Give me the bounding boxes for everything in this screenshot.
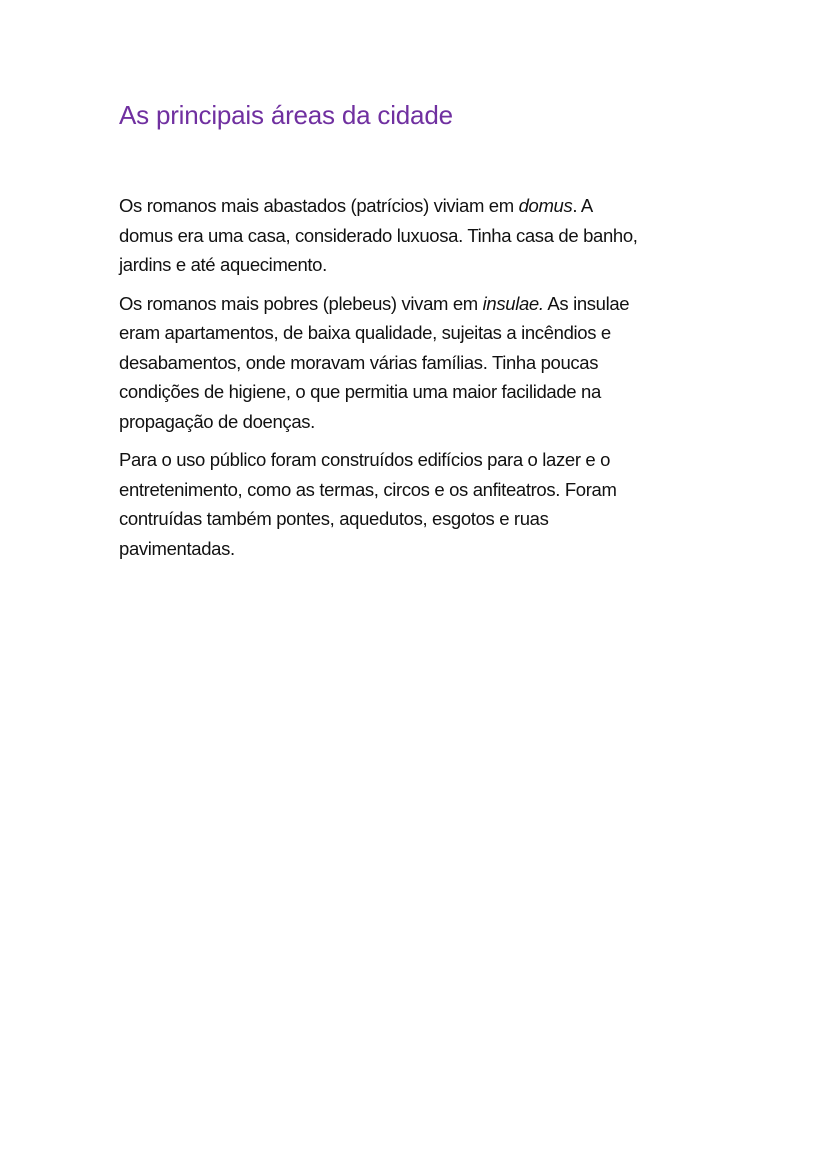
text-line: jardins e até aquecimento. — [119, 254, 327, 275]
text-line: Para o uso público foram construídos edifícios para o lazer e o — [119, 449, 611, 470]
paragraph-domus — [119, 191, 719, 280]
text-line: condições de higiene, o que permitia uma maior facilidade na — [119, 381, 601, 402]
text-line: contruídas também pontes, aquedutos, esgotos e ruas — [119, 508, 549, 529]
text-line: pavimentadas. — [119, 537, 235, 559]
text-segment: As insulae — [543, 292, 630, 314]
text-line: entretenimento, como as termas, circos e os anfiteatros. Foram — [119, 478, 617, 500]
text-segment: Os romanos mais abastados (patrícios) viviam em — [119, 195, 519, 216]
section-title: As principais áreas da cidade — [119, 100, 453, 130]
italic-term-insulae: insulae. — [482, 292, 544, 314]
paragraph-public-buildings — [119, 445, 719, 563]
italic-term-domus: domus — [518, 195, 573, 216]
text-segment: Os romanos mais pobres (plebeus) vivam em — [119, 292, 483, 314]
text-line — [119, 289, 719, 319]
text-line: desabamentos, onde moravam várias famílias. Tinha poucas — [119, 351, 599, 373]
text-line: domus era uma casa, considerado luxuosa. Tinha casa de banho, — [119, 224, 638, 246]
text-line — [119, 191, 719, 221]
text-line: eram apartamentos, de baixa qualidade, sujeitas a incêndios e — [119, 322, 611, 343]
paragraph-insulae — [119, 289, 719, 437]
text-line: propagação de doenças. — [119, 410, 315, 432]
body-text — [119, 191, 719, 572]
text-segment: . A — [572, 195, 593, 216]
